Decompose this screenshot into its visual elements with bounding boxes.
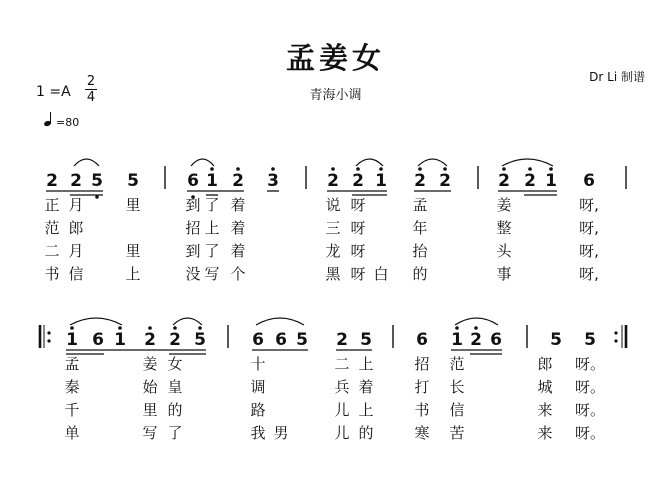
lyric-char: 路 <box>250 401 266 419</box>
lyric-char: 二 <box>334 355 350 373</box>
lyric-char: 月 <box>68 242 84 260</box>
lyric-char: 长 <box>449 378 465 396</box>
octave-dot-above <box>331 167 335 171</box>
lyric-char: 写 <box>204 265 220 283</box>
lyric-char: 我 <box>250 424 266 442</box>
slur <box>502 159 553 166</box>
note-digit: 5 <box>584 330 596 350</box>
lyric-char: 千 <box>64 401 80 419</box>
lyric-char: 没 <box>185 265 201 283</box>
lyric-char: 呀, <box>579 265 599 283</box>
lyric-char: 了 <box>204 242 220 260</box>
lyric-char: 写 <box>142 424 158 442</box>
lyric-char: 呀 <box>350 219 366 237</box>
lyric-char: 信 <box>68 265 84 283</box>
note-digit: 1 <box>66 330 78 350</box>
lyric-char: 龙 <box>325 242 341 260</box>
octave-dot-above <box>118 326 122 330</box>
octave-dot-above <box>528 167 532 171</box>
lyric-char: 孟 <box>412 196 428 214</box>
lyric-char: 始 <box>142 378 158 396</box>
lyric-char: 皇 <box>167 378 183 396</box>
key-label: 1 =A <box>36 84 71 100</box>
slur <box>173 318 202 325</box>
note-digit: 2 <box>439 171 451 191</box>
note-digit: 6 <box>92 330 104 350</box>
lyric-char: 年 <box>412 219 428 237</box>
note-digit: 1 <box>114 330 126 350</box>
note-digit: 2 <box>498 171 510 191</box>
lyric-char: 招 <box>414 355 430 373</box>
lyric-char: 月 <box>68 196 84 214</box>
lyric-char: 里 <box>125 196 141 214</box>
lyric-char: 秦 <box>64 378 80 396</box>
score-system-1 <box>44 159 626 283</box>
lyric-char: 了 <box>167 424 183 442</box>
lyric-char: 呀 <box>350 242 366 260</box>
lyric-char: 书 <box>44 265 60 283</box>
octave-dot-above <box>271 167 275 171</box>
lyric-char: 着 <box>230 219 246 237</box>
octave-dot-above <box>70 326 74 330</box>
octave-dot-above <box>210 167 214 171</box>
repeat-dot <box>614 331 617 334</box>
song-subtitle: 青海小调 <box>309 88 362 103</box>
note-digit: 5 <box>360 330 372 350</box>
slur <box>70 318 122 325</box>
lyric-char: 兵 <box>334 378 350 396</box>
lyric-char: 呀。 <box>574 355 606 373</box>
lyric-char: 孟 <box>64 355 80 373</box>
lyric-char: 正 <box>44 196 60 214</box>
octave-dot-above <box>474 326 478 330</box>
octave-dot-above <box>502 167 506 171</box>
octave-dot-above <box>236 167 240 171</box>
lyric-char: 姜 <box>142 355 158 373</box>
score-system-2 <box>40 318 626 442</box>
note-digit: 5 <box>296 330 308 350</box>
lyric-char: 呀, <box>579 196 599 214</box>
lyric-char: 上 <box>125 265 141 283</box>
octave-dot-above <box>148 326 152 330</box>
lyric-char: 儿 <box>334 401 350 419</box>
lyric-char: 黑 <box>325 265 341 283</box>
lyric-char: 寒 <box>414 424 430 442</box>
lyric-char: 呀。 <box>574 401 606 419</box>
note-digit: 2 <box>327 171 339 191</box>
lyric-char: 打 <box>414 378 430 396</box>
lyric-char: 呀。 <box>574 424 606 442</box>
lyric-char: 来 <box>537 401 553 419</box>
note-digit: 2 <box>336 330 348 350</box>
note-digit: 2 <box>144 330 156 350</box>
lyric-char: 二 <box>44 242 60 260</box>
note-digit: 5 <box>127 171 139 191</box>
lyric-char: 姜 <box>496 196 512 214</box>
note-digit: 2 <box>232 171 244 191</box>
lyric-char: 事 <box>496 265 512 283</box>
slur <box>418 159 447 166</box>
lyric-char: 十 <box>250 355 266 373</box>
slur <box>356 159 383 166</box>
lyric-char: 白 <box>373 265 389 283</box>
lyric-char: 招 <box>185 219 201 237</box>
lyric-char: 抬 <box>412 242 428 260</box>
octave-dot-above <box>549 167 553 171</box>
lyric-char: 郎 <box>68 219 84 237</box>
lyric-char: 调 <box>250 378 266 396</box>
song-title: 孟姜女 <box>285 41 385 75</box>
lyric-char: 说 <box>325 196 341 214</box>
octave-dot-above <box>356 167 360 171</box>
lyric-char: 着 <box>230 242 246 260</box>
lyric-char: 着 <box>230 196 246 214</box>
lyric-char: 来 <box>537 424 553 442</box>
lyric-char: 的 <box>358 424 374 442</box>
lyric-char: 女 <box>167 355 183 373</box>
octave-dot-above <box>379 167 383 171</box>
lyric-char: 了 <box>204 196 220 214</box>
note-digit: 2 <box>470 330 482 350</box>
octave-dot-above <box>198 326 202 330</box>
note-digit: 6 <box>583 171 595 191</box>
lyric-char: 信 <box>449 401 465 419</box>
note-digit: 5 <box>550 330 562 350</box>
lyric-char: 单 <box>64 424 80 442</box>
note-digit: 6 <box>252 330 264 350</box>
lyric-char: 郎 <box>537 355 553 373</box>
note-digit: 1 <box>206 171 218 191</box>
repeat-dot <box>614 339 617 342</box>
note-digit: 2 <box>169 330 181 350</box>
note-digit: 2 <box>46 171 58 191</box>
note-digit: 2 <box>70 171 82 191</box>
lyric-char: 书 <box>414 401 430 419</box>
lyric-char: 呀, <box>579 242 599 260</box>
time-signature-top: 2 <box>86 74 96 89</box>
lyric-char: 的 <box>412 265 428 283</box>
lyric-char: 男 <box>273 424 289 442</box>
lyric-char: 三 <box>325 219 341 237</box>
octave-dot-above <box>443 167 447 171</box>
lyric-char: 呀 <box>350 196 366 214</box>
note-digit: 2 <box>352 171 364 191</box>
author-credit: Dr Li 制谱 <box>589 70 645 84</box>
lyric-char: 儿 <box>334 424 350 442</box>
lyric-char: 范 <box>44 219 60 237</box>
lyric-char: 个 <box>230 265 246 283</box>
slur <box>455 318 498 325</box>
note-digit: 1 <box>375 171 387 191</box>
lyric-char: 头 <box>496 242 512 260</box>
note-digit: 6 <box>187 171 199 191</box>
octave-dot-below <box>95 195 99 199</box>
lyric-char: 苦 <box>449 424 465 442</box>
repeat-dot <box>47 331 50 334</box>
octave-dot-above <box>455 326 459 330</box>
note-digit: 5 <box>194 330 206 350</box>
note-digit: 6 <box>490 330 502 350</box>
slur <box>256 318 304 325</box>
octave-dot-above <box>173 326 177 330</box>
note-digit: 6 <box>275 330 287 350</box>
lyric-char: 范 <box>449 355 465 373</box>
octave-dot-above <box>418 167 422 171</box>
lyric-char: 里 <box>142 401 158 419</box>
lyric-char: 的 <box>167 401 183 419</box>
lyric-char: 里 <box>125 242 141 260</box>
note-digit: 6 <box>416 330 428 350</box>
lyric-char: 到 <box>185 196 201 214</box>
lyric-char: 上 <box>358 401 374 419</box>
lyric-char: 呀。 <box>574 378 606 396</box>
lyric-char: 上 <box>358 355 374 373</box>
lyric-char: 呀 <box>350 265 366 283</box>
tempo-value: =80 <box>56 116 80 129</box>
slur <box>74 159 99 166</box>
note-digit: 2 <box>524 171 536 191</box>
note-digit: 5 <box>91 171 103 191</box>
lyric-char: 呀, <box>579 219 599 237</box>
slur <box>191 159 214 166</box>
note-digit: 1 <box>451 330 463 350</box>
lyric-char: 到 <box>185 242 201 260</box>
lyric-char: 着 <box>358 378 374 396</box>
lyric-char: 整 <box>496 219 512 237</box>
lyric-char: 城 <box>537 378 553 396</box>
note-digit: 3 <box>267 171 279 191</box>
repeat-dot <box>47 339 50 342</box>
note-digit: 1 <box>545 171 557 191</box>
time-signature-bottom: 4 <box>86 90 96 105</box>
lyric-char: 上 <box>204 219 220 237</box>
note-digit: 2 <box>414 171 426 191</box>
